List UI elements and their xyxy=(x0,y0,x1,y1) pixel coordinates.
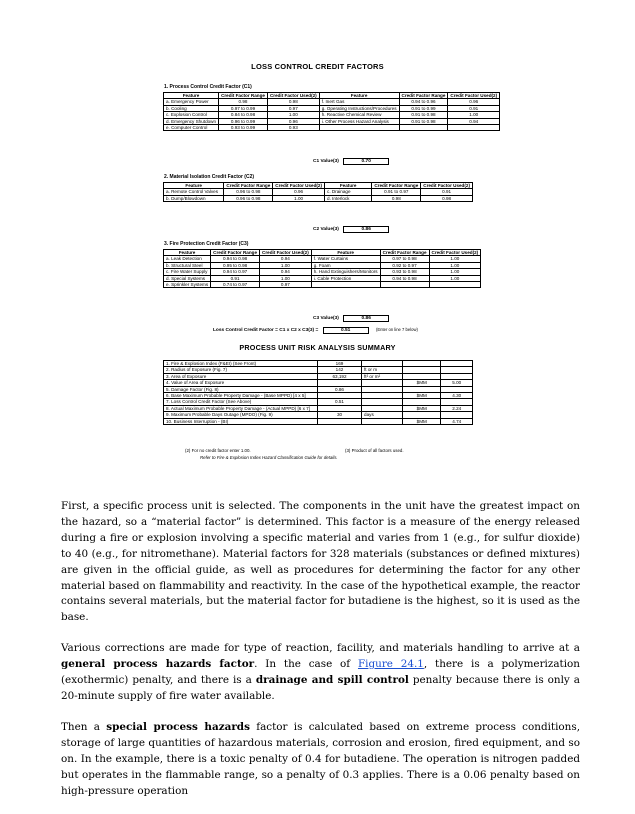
section-3-title: 3. Fire Protection Credit Factor (C3) xyxy=(164,241,249,247)
note-refer: Refer to Fire & Explosion Index Hazard Classification Guide for details. xyxy=(200,455,338,460)
table-row: e. Computer Control 0.93 to 0.99 0.93 xyxy=(164,124,500,130)
c2-value-label: C2 Value(3) xyxy=(313,227,339,232)
table-row: b. Cooling 0.97 to 0.99 0.97 g. Operating Instructions/Procedures 0.91 to 0.99 0.91 xyxy=(164,105,500,111)
table-row: d. Emergency Shutdown 0.96 to 0.99 0.96 i. Other Process Hazard Analysis 0.91 to 0.98 0.94 xyxy=(164,118,500,124)
summary-row: 9. Maximum Probable Days Outage (MPDO) (Fig. 9) 30 days xyxy=(164,412,473,418)
paragraph-2: Various corrections are made for type of reaction, facility, and materials handling to arrive at a general process hazards factor. In the case of Figure 24.1, there is a polymerization (exothermic) penalty, and there is a drainage and spill control penalty because there is only a 20-minute supply of fire water available. xyxy=(61,642,580,702)
table-row: d. Special Systems 0.91 1.00 i. Cable Protection 0.94 to 0.98 1.00 xyxy=(164,275,481,281)
section-1-table xyxy=(163,92,500,131)
section-3-table: Feature Credit Factor Range Credit Factor Used(2) Feature Credit Factor Range Credit Factor Used(2) a. Leak Detection 0.94 to 0.98 0.94 f. Water Curtains 0.97 to 0.98 1.00 b. Structural Steel 0.95 to 0.98 1.00 g. Foam 0.92 to 0.97 1.00 c. Fire Water Supply 0.94 to 0.97 0.94 h. Hand Extinguishers/Monitors 0.93 to 0.98 1.00 d. Special Systems 0.91 1.00 i. Cable Protection 0.94 to 0.98 1.00 e. Sprinkler Systems 0.74 to 0.97 0.97 xyxy=(163,249,481,288)
lcc-label: Loss Control Credit Factor = C1 x C2 x C3(3) = xyxy=(213,328,319,333)
c3-value-label: C3 Value(3) xyxy=(313,316,339,321)
summary-row: 5. Damage Factor (Fig. 8) 0.86 xyxy=(164,386,473,392)
lcc-row xyxy=(213,327,418,334)
summary-row: 4. Value of Area of Exposure $MM 5.00 xyxy=(164,380,473,386)
summary-row: 1. Fire & Explosion Index (F&EI) (See Front) 169 xyxy=(164,361,473,367)
col-range: Credit Factor Range xyxy=(219,93,268,99)
summary-row: 3. Area of Exposure 63,192 ft² or m² xyxy=(164,373,473,379)
col-range: Credit Factor Range xyxy=(399,93,448,99)
section-1-title: 1. Process Control Credit Factor (C1) xyxy=(164,84,252,90)
summary-row: 8. Actual Maximum Probable Property Damage - (Actual MPPD) [6 x 7] $MM 2.24 xyxy=(164,405,473,411)
c1-value-row xyxy=(313,158,389,165)
col-feature: Feature xyxy=(164,93,219,99)
table-row: a. Leak Detection 0.94 to 0.98 0.94 f. Water Curtains 0.97 to 0.98 1.00 xyxy=(164,256,481,262)
body-text xyxy=(61,499,580,814)
summary-title: PROCESS UNIT RISK ANALYSIS SUMMARY xyxy=(239,343,396,352)
lcc-note: (Enter on line 7 below) xyxy=(375,327,418,332)
lcc-value: 0.51 xyxy=(323,327,369,334)
note-3: (3) Product of all factors used. xyxy=(345,448,404,453)
summary-row: 6. Base Maximum Probable Property Damage - (Base MPPD) [4 x 5] $MM 4.30 xyxy=(164,393,473,399)
summary-row: 2. Radius of Exposure (Fig. 7) 142 ft or m xyxy=(164,367,473,373)
table-row: b. Structural Steel 0.95 to 0.98 1.00 g. Foam 0.92 to 0.97 1.00 xyxy=(164,262,481,268)
summary-row: 7. Loss Control Credit Factor (See Above) 0.51 xyxy=(164,399,473,405)
c2-value: 0.86 xyxy=(343,226,389,233)
table-row: e. Sprinkler Systems 0.74 to 0.97 0.97 xyxy=(164,281,481,287)
loss-control-figure xyxy=(155,62,498,472)
c3-value-row xyxy=(313,315,389,322)
figure-link[interactable]: Figure 24.1 xyxy=(357,658,424,671)
col-used: Credit Factor Used(2) xyxy=(448,93,500,99)
summary-row: 10. Business Interruption - (BI) $MM 4.74 xyxy=(164,418,473,424)
table-row: a. Remote Control Valves 0.96 to 0.98 0.96 c. Drainage 0.91 to 0.97 0.91 xyxy=(164,189,473,195)
summary-table xyxy=(163,360,473,425)
section-2-title: 2. Material Isolation Credit Factor (C2) xyxy=(164,174,255,180)
paragraph-1: First, a specific process unit is selected. The components in the unit have the greatest impact on the hazard, so a “material factor” is determined. This factor is a measure of the energy released during a fire or explosion involving a specific material and varies from 1 (e.g., for sulfur dioxide) to 40 (e.g., for nitromethane). Material factors for 328 materials (substances or defined mixtures) are given in the official guide, as well as procedures for determining the factor for any other material based on flammability and reactivity. In the case of the hypothetical example, the reactor contains several materials, but the material factor for butadiene is the highest, so it is used as the base. xyxy=(61,500,580,624)
c2-value-row xyxy=(313,226,389,233)
table-row: a. Emergency Power 0.98 0.98 f. Inert Gas 0.94 to 0.96 0.96 xyxy=(164,99,500,105)
section-2-table: Feature Credit Factor Range Credit Factor Used(2) Feature Credit Factor Range Credit Factor Used(2) a. Remote Control Valves 0.96 to 0.98 0.96 c. Drainage 0.91 to 0.97 0.91 b. Dump/Blowdown 0.96 to 0.98 1.00 d. Interlock 0.98 0.98 xyxy=(163,182,473,202)
c1-value-label: C1 Value(3) xyxy=(313,159,339,164)
col-used: Credit Factor Used(2) xyxy=(267,93,319,99)
note-2: (2) For no credit factor enter 1.00. xyxy=(185,448,251,453)
table-row: c. Explosion Control 0.84 to 0.98 1.00 h. Reactive Chemical Review 0.91 to 0.98 1.00 xyxy=(164,112,500,118)
table-row: c. Fire Water Supply 0.94 to 0.97 0.94 h. Hand Extinguishers/Monitors 0.93 to 0.98 1.00 xyxy=(164,269,481,275)
col-feature: Feature xyxy=(319,93,399,99)
c3-value: 0.86 xyxy=(343,315,389,322)
paragraph-3: Then a special process hazards factor is calculated based on extreme process conditions, storage of large quantities of hazardous materials, corrosion and erosion, fired equipment, and so on. In the example, there is a toxic penalty of 0.4 for butadiene. The operation is nitrogen padded but operates in the flammable range, so a penalty of 0.3 applies. There is a 0.06 penalty based on high-pressure operation xyxy=(61,720,581,797)
figure-title: LOSS CONTROL CREDIT FACTORS xyxy=(251,62,384,71)
table-row: b. Dump/Blowdown 0.96 to 0.98 1.00 d. Interlock 0.98 0.98 xyxy=(164,195,473,201)
c1-value: 0.70 xyxy=(343,158,389,165)
